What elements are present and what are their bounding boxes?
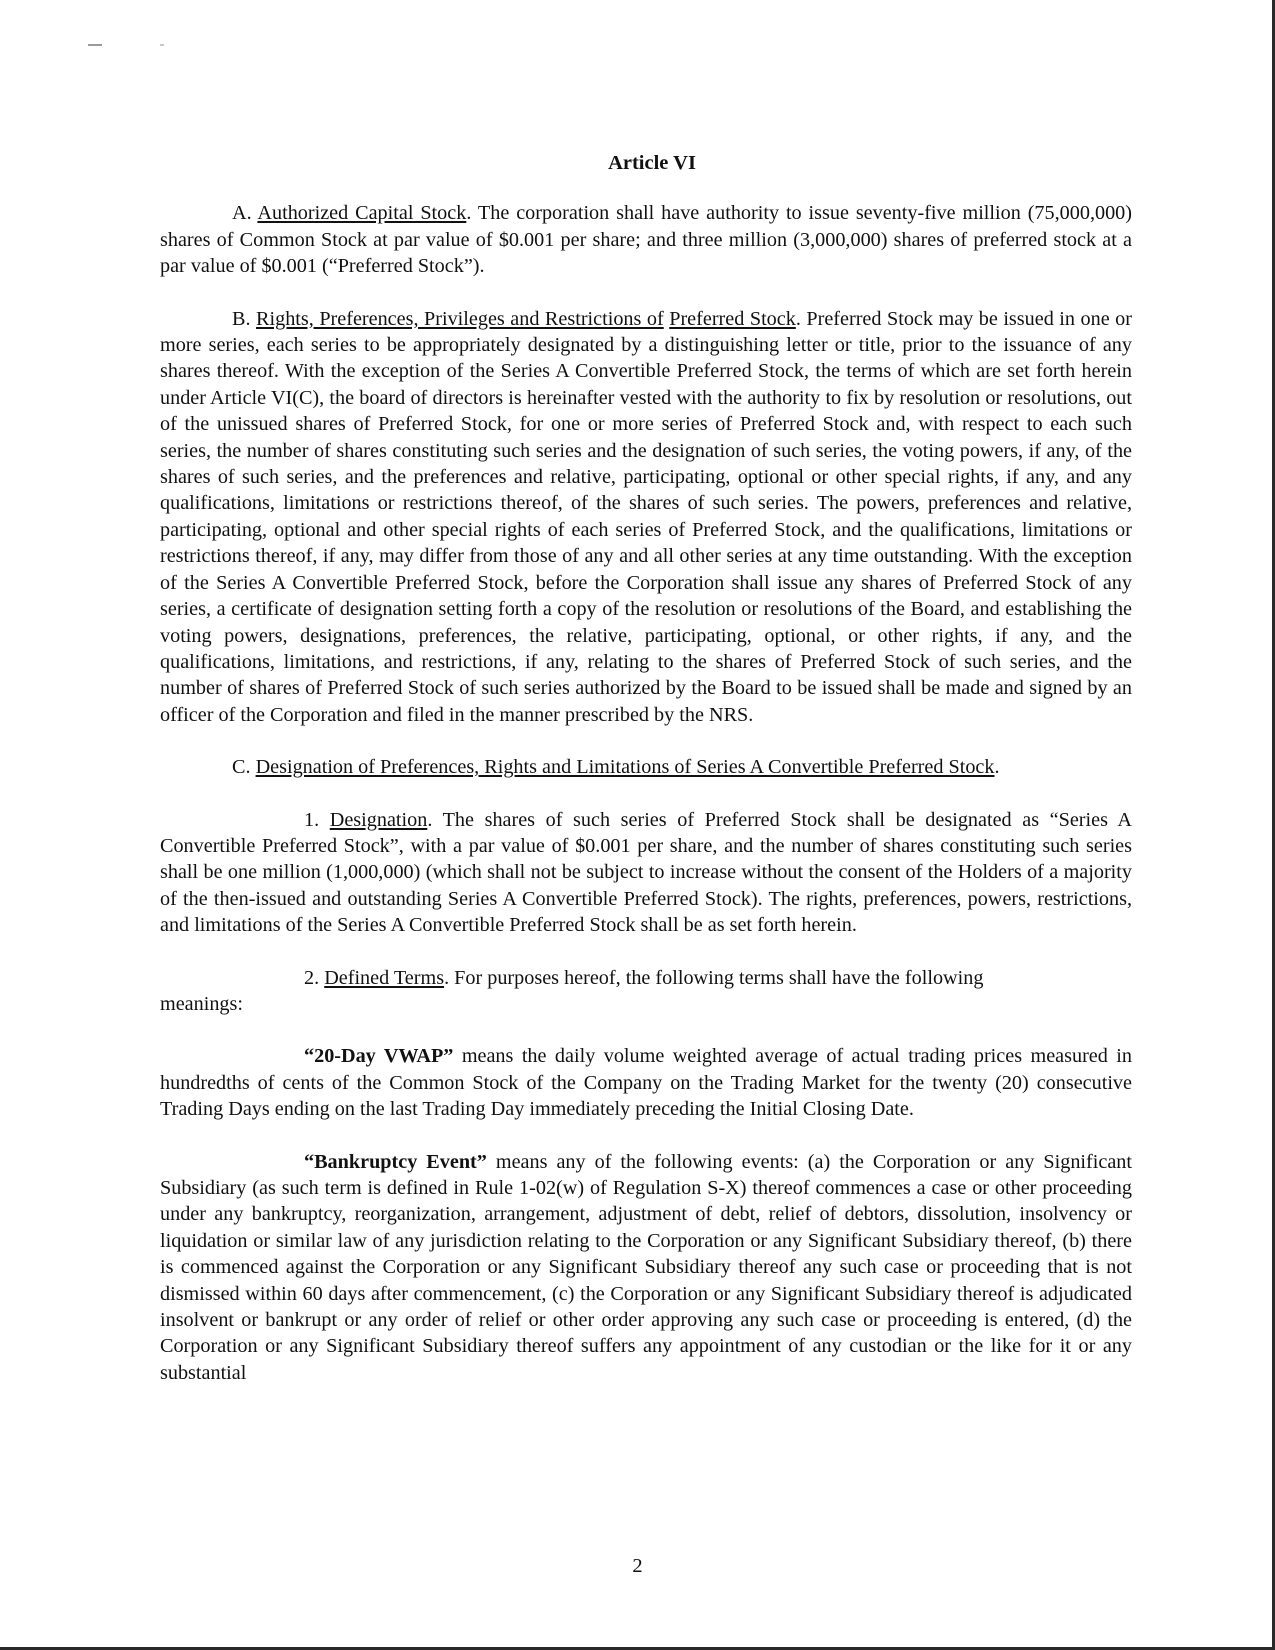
section-c-tail: .	[994, 756, 1000, 779]
section-b-heading-continued: Preferred Stock	[669, 307, 796, 330]
section-c-heading: Designation of Preferences, Rights and Limitations of Series A Convertible Preferred Stock	[255, 756, 995, 779]
section-c-lead: C.	[232, 756, 256, 779]
item-2-lead: 2.	[304, 966, 325, 989]
definition-text: means any of the following events: (a) the Corporation or any Significant Subsidiary (as such term is defined in Rule 1-02(w) of Regulation S-X) thereof commences a case or other proceeding under any bankruptcy, reorganization, arrangement, adjustment of debt, relief of debtors, dissolution, insolvency or liquidation or similar law of any jurisdiction relating to the Corporation or any Significant Subsidiary thereof, (b) there is commenced against the Corporation or any Significant Subsidiary thereof any such case or proceeding that is not dismissed within 60 days after commencement, (c) the Corporation or any Significant Subsidiary thereof is adjudicated insolvent or bankrupt or any order of relief or other order approving any such case or proceeding is entered, (d) the Corporation or any Significant Subsidiary thereof suffers any appointment of any custodian or the like for it or any substantial	[160, 1150, 1132, 1384]
item-2-text: . For purposes hereof, the following terms shall have the following	[444, 966, 984, 989]
definition-text: means the daily volume weighted average of actual trading prices measured in hundredths of cents of the Common Stock of the Company on the Trading Market for the twenty (20) consecutive Trading Days ending on the last Trading Day immediately preceding the Initial Closing Date.	[160, 1045, 1132, 1121]
section-b-lead: B.	[232, 307, 257, 330]
item-2-continuation: meanings:	[160, 992, 243, 1015]
document-body	[160, 150, 1132, 1412]
scan-artifact-mark	[88, 44, 102, 46]
item-1-lead: 1.	[304, 808, 330, 831]
item-1-paragraph	[160, 807, 1132, 939]
article-title: Article VI	[608, 152, 696, 174]
definition-bankruptcy-event	[160, 1149, 1132, 1387]
section-a-heading: Authorized Capital Stock	[257, 202, 467, 225]
section-a-paragraph	[160, 200, 1132, 279]
definition-20-day-vwap	[160, 1043, 1132, 1122]
item-2-heading: Defined Terms	[324, 966, 445, 989]
definition-term: “20-Day VWAP”	[304, 1045, 454, 1068]
section-a-text: . The corporation shall have authority to issue seventy-five million (75,000,000) shares of Common Stock at par value of $0.001 per share; and three million (3,000,000) shares of preferred stock at a par value of $0.001 (“Preferred Stock”).	[160, 202, 1132, 278]
scan-artifact-dot	[160, 44, 164, 46]
item-1-heading: Designation	[329, 808, 428, 831]
section-b-text: . Preferred Stock may be issued in one or more series, each series to be appropriately designated by a distinguishing letter or title, prior to the issuance of any shares thereof. With the exception of the Series A Convertible Preferred Stock, the terms of which are set forth herein under Article VI(C), the board of directors is hereinafter vested with the authority to fix by resolution or resolutions, out of the unissued shares of Preferred Stock, for one or more series of Preferred Stock and, with respect to each such series, the number of shares constituting such series and the designation of such series, the voting powers, if any, of the shares of such series, and the preferences and relative, participating, optional or other special rights, if any, and any qualifications, limitations or restrictions thereof, of the shares of such series. The powers, preferences and relative, participating, optional and other special rights of each series of Preferred Stock, and the qualifications, limitations or restrictions thereof, if any, may differ from those of any and all other series at any time outstanding. With the exception of the Series A Convertible Preferred Stock, before the Corporation shall issue any shares of Preferred Stock of any series, a certificate of designation setting forth a copy of the resolution or resolutions of the Board, and establishing the voting powers, designations, preferences, the relative, participating, optional, or other rights, if any, and the qualifications, limitations, and restrictions, if any, relating to the shares of Preferred Stock of such series, and the number of shares of Preferred Stock of such series authorized by the Board to be issued shall be made and signed by an officer of the Corporation and filed in the manner prescribed by the NRS.	[160, 307, 1132, 726]
definition-term: “Bankruptcy Event”	[304, 1150, 487, 1173]
page-number: 2	[632, 1555, 643, 1577]
item-1-text: . The shares of such series of Preferred Stock shall be designated as “Series A Convertible Preferred Stock”, with a par value of $0.001 per share, and the number of shares constituting such series shall be one million (1,000,000) (which shall not be subject to increase without the consent of the Holders of a majority of the then-issued and outstanding Series A Convertible Preferred Stock). The rights, preferences, powers, restrictions, and limitations of the Series A Convertible Preferred Stock shall be as set forth herein.	[160, 808, 1133, 937]
item-2-paragraph	[160, 965, 1132, 991]
section-b-heading: Rights, Preferences, Privileges and Restrictions of	[256, 307, 664, 330]
section-b-paragraph	[160, 306, 1132, 729]
section-c-heading-paragraph	[160, 754, 1132, 780]
section-a-lead: A.	[232, 202, 258, 225]
